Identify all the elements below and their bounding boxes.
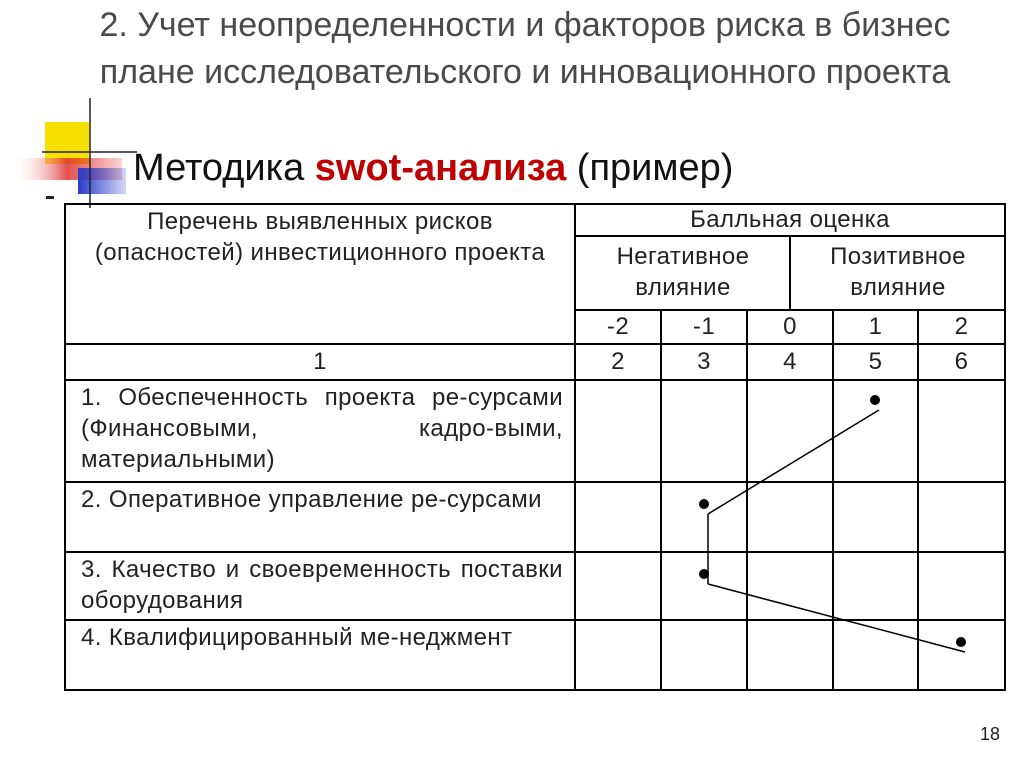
score-dot (956, 637, 966, 647)
score-dot (699, 569, 709, 579)
header-risks-list: Перечень выявленных рисков (опасностей) инвестиционного проекта (94, 208, 546, 266)
column-number: 5 (868, 348, 883, 375)
risk-row-label: 2. Оперативное управление ре-сурсами (81, 486, 542, 513)
page-number: 18 (979, 724, 1000, 744)
score-label: -1 (692, 313, 716, 340)
column-number: 6 (954, 348, 969, 375)
swot-table (65, 204, 1005, 690)
score-label: -2 (606, 313, 630, 340)
score-label: 1 (868, 313, 883, 340)
column-number: 4 (783, 348, 797, 375)
score-dot (870, 395, 880, 405)
column-number: 2 (611, 348, 625, 375)
slide-title: 2. Учет неопределенности и факторов риска в бизнес плане исследовательского и инновационного проекта (99, 6, 951, 91)
column-number: 1 (313, 348, 327, 375)
decorative-squares-graphic (12, 98, 142, 208)
header-negative-influence: Негативное влияние (616, 243, 750, 301)
slide-subtitle (133, 140, 733, 196)
risk-row-label: 3. Качество и своевременность поставки оборудования (81, 556, 563, 614)
subtitle-prefix: Методика (133, 147, 315, 189)
header-positive-influence: Позитивное влияние (830, 243, 966, 301)
subtitle-suffix: (пример) (566, 147, 734, 189)
risk-row-label: 4. Квалифицированный ме-неджмент (81, 624, 513, 651)
risk-row-label: 1. Обеспеченность проекта ре-сурсами (Финансовыми, кадро-выми, материальными) (81, 384, 563, 473)
header-score: Балльная оценка (690, 206, 890, 233)
deco-yellow-square (45, 122, 89, 164)
score-label: 0 (783, 313, 797, 340)
subtitle-accent: swot-анализа (314, 147, 567, 189)
deco-blue-square (78, 168, 126, 194)
score-label: 2 (954, 313, 969, 340)
column-number: 3 (697, 348, 711, 375)
score-dot (699, 499, 709, 509)
